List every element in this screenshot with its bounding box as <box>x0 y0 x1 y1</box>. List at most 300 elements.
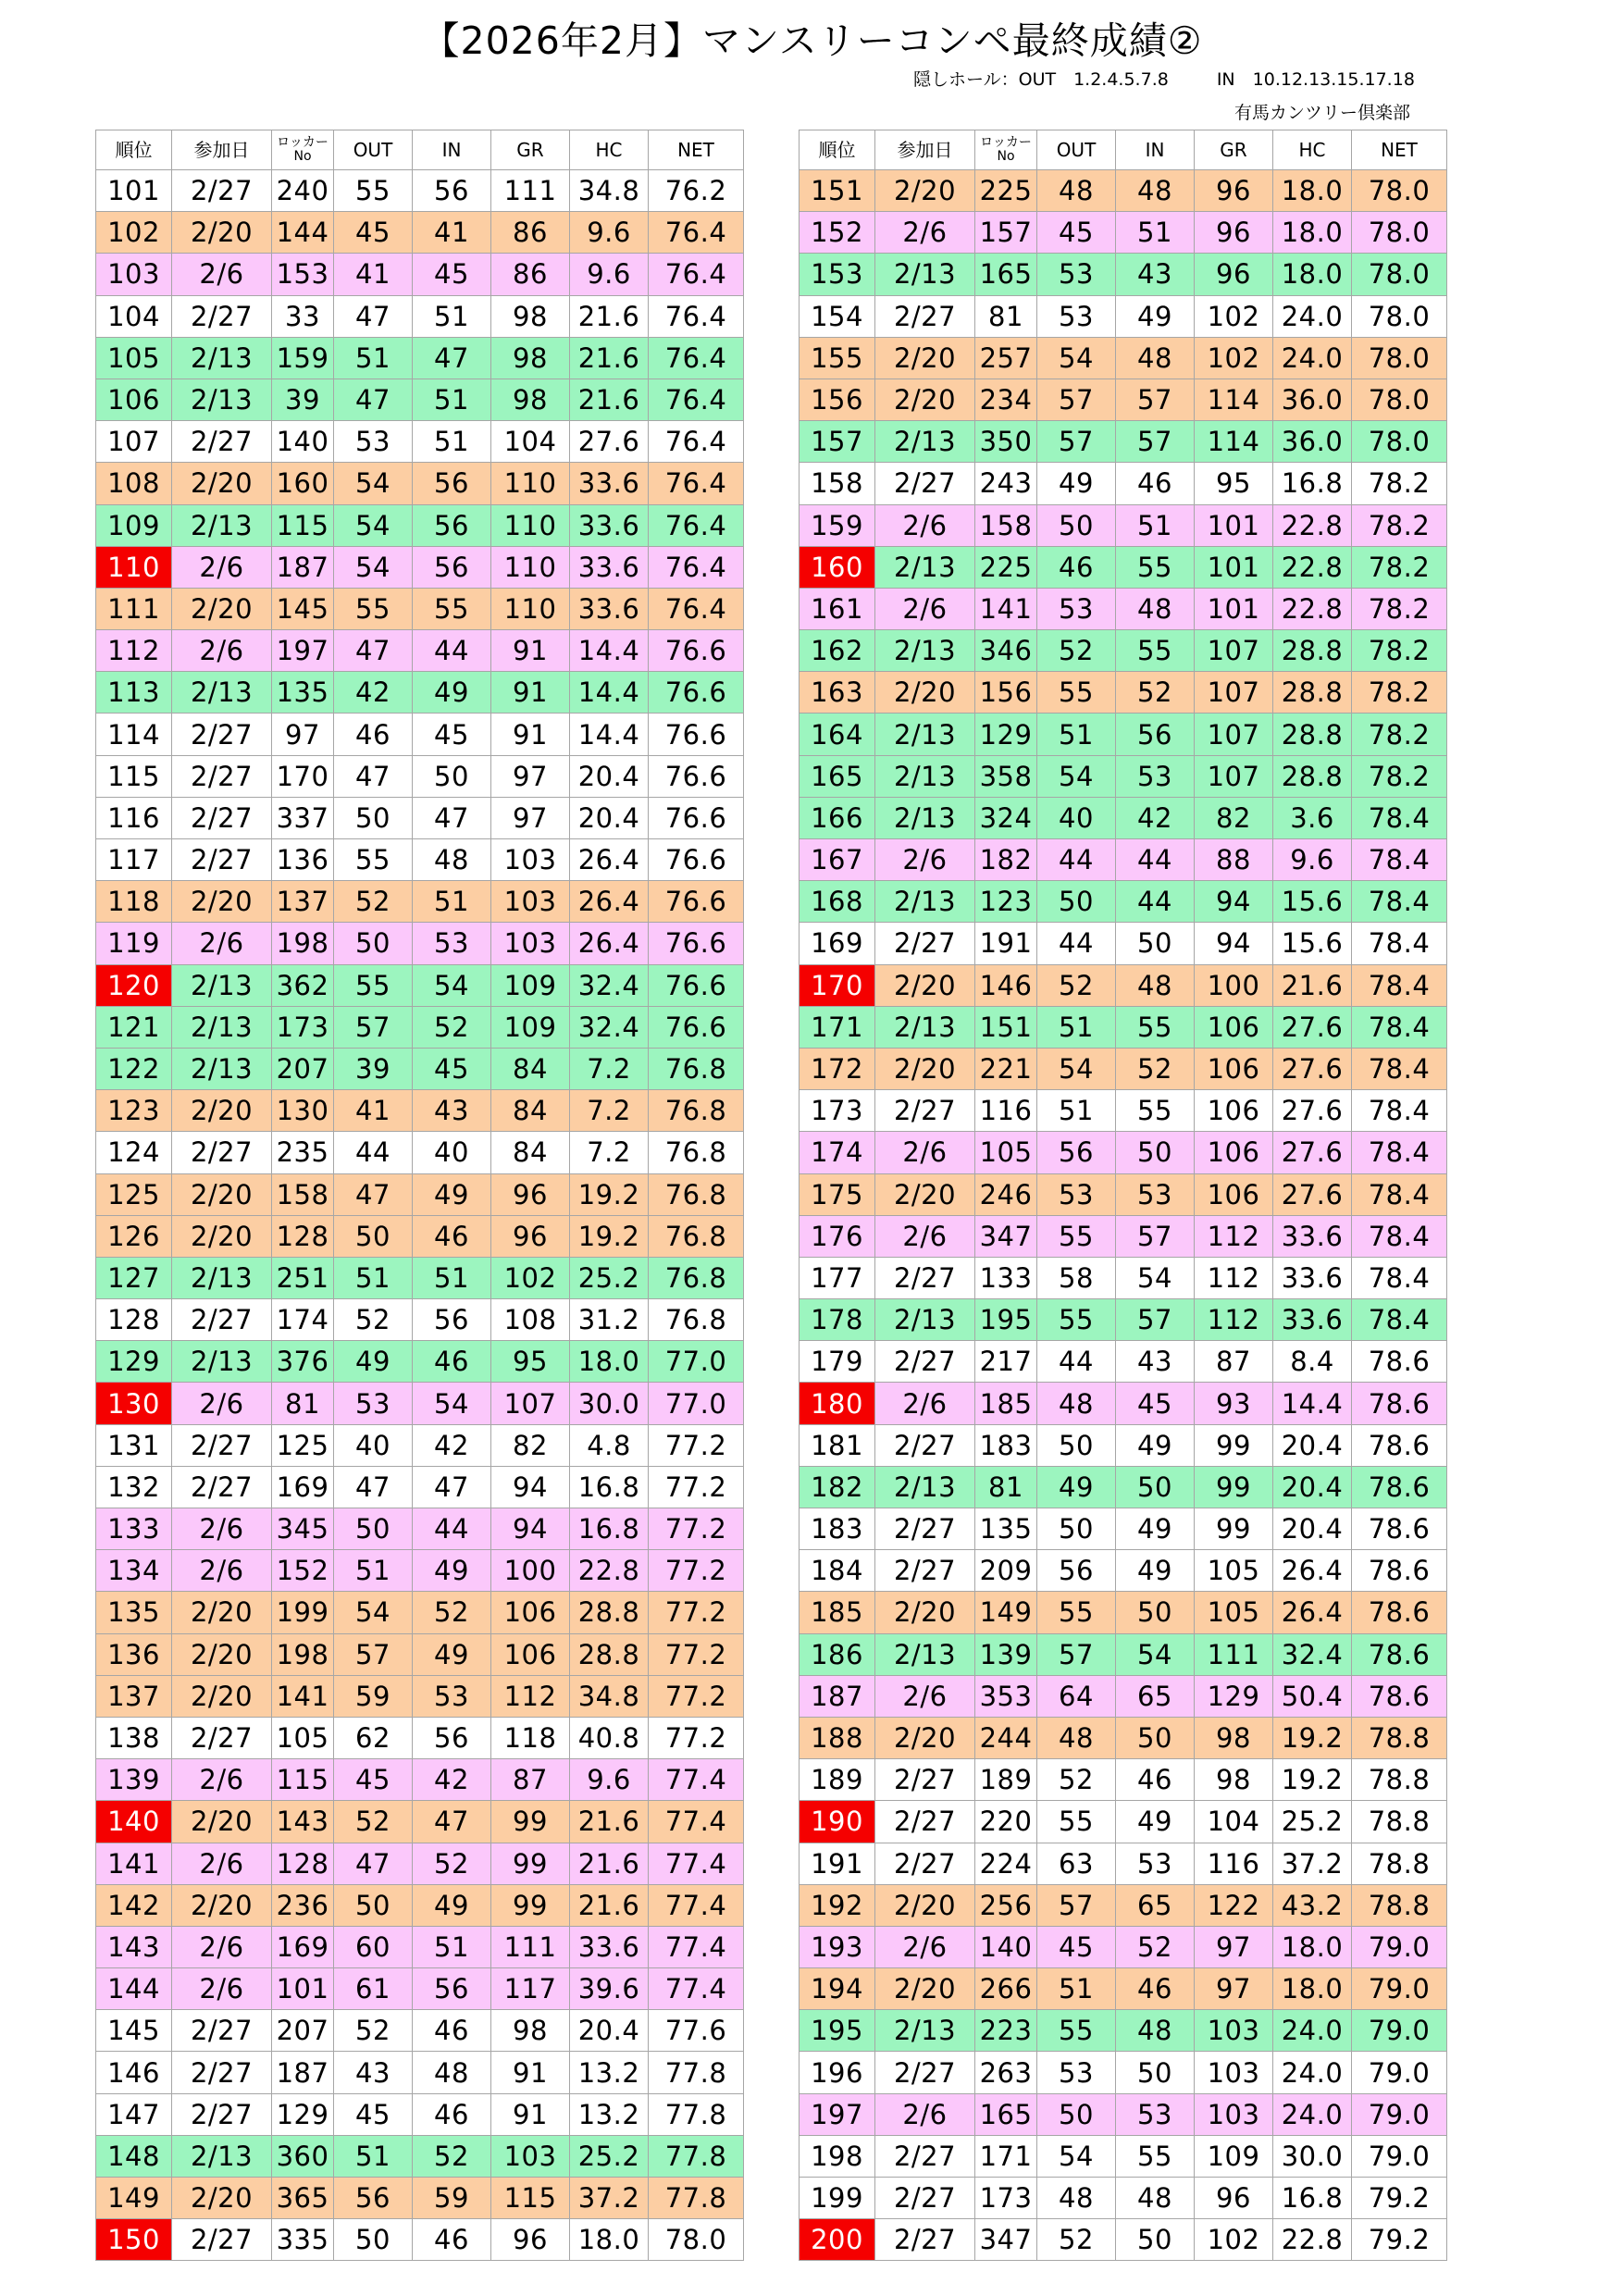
hc-cell: 26.4 <box>570 881 649 923</box>
date-cell: 2/20 <box>172 463 272 504</box>
in-cell: 53 <box>1116 2093 1195 2135</box>
date-cell: 2/13 <box>172 964 272 1006</box>
net-cell: 76.8 <box>649 1090 744 1132</box>
table-row <box>96 881 744 923</box>
date-cell: 2/13 <box>875 755 975 797</box>
in-cell: 53 <box>1116 1843 1195 1884</box>
locker-cell: 197 <box>272 630 334 672</box>
rank-cell: 112 <box>96 630 172 672</box>
net-cell: 79.0 <box>1352 2093 1447 2135</box>
table-row <box>96 2178 744 2219</box>
gr-cell: 98 <box>491 337 570 379</box>
in-cell: 45 <box>413 254 491 295</box>
rank-cell: 116 <box>96 797 172 838</box>
in-cell: 48 <box>1116 588 1195 629</box>
in-cell: 46 <box>413 2093 491 2135</box>
date-cell: 2/20 <box>172 2178 272 2219</box>
locker-cell: 234 <box>975 379 1037 420</box>
locker-cell: 240 <box>272 170 334 212</box>
locker-cell: 191 <box>975 923 1037 964</box>
gr-cell: 99 <box>1195 1466 1273 1508</box>
net-cell: 76.4 <box>649 379 744 420</box>
date-cell: 2/27 <box>875 295 975 337</box>
table-row <box>96 2010 744 2052</box>
net-cell: 76.4 <box>649 463 744 504</box>
hc-cell: 20.4 <box>570 797 649 838</box>
header-locker <box>975 130 1037 170</box>
in-cell: 41 <box>413 212 491 254</box>
table-row <box>96 1173 744 1215</box>
out-cell: 55 <box>1037 1592 1116 1633</box>
out-cell: 52 <box>1037 1759 1116 1801</box>
in-cell: 51 <box>413 1257 491 1298</box>
table-row <box>96 923 744 964</box>
net-cell: 76.8 <box>649 1215 744 1257</box>
in-cell: 50 <box>1116 923 1195 964</box>
gr-cell: 116 <box>1195 1843 1273 1884</box>
hc-cell: 33.6 <box>1273 1215 1352 1257</box>
gr-cell: 96 <box>491 2219 570 2261</box>
rank-cell: 121 <box>96 1006 172 1048</box>
table-row <box>800 1633 1447 1675</box>
net-cell: 78.0 <box>1352 295 1447 337</box>
net-cell: 77.0 <box>649 1383 744 1424</box>
net-cell: 76.4 <box>649 337 744 379</box>
net-cell: 78.6 <box>1352 1633 1447 1675</box>
header-in: IN <box>413 130 491 170</box>
hc-cell: 14.4 <box>570 672 649 714</box>
net-cell: 78.4 <box>1352 839 1447 881</box>
net-cell: 78.4 <box>1352 1090 1447 1132</box>
locker-cell: 151 <box>975 1006 1037 1048</box>
hc-cell: 37.2 <box>1273 1843 1352 1884</box>
net-cell: 76.6 <box>649 964 744 1006</box>
header-locker-top: ロッカー <box>277 135 329 151</box>
locker-cell: 220 <box>975 1801 1037 1843</box>
locker-cell: 157 <box>975 212 1037 254</box>
in-cell: 44 <box>1116 839 1195 881</box>
rank-cell: 118 <box>96 881 172 923</box>
out-cell: 43 <box>334 2052 413 2093</box>
out-cell: 47 <box>334 1466 413 1508</box>
out-cell: 45 <box>334 212 413 254</box>
in-cell: 57 <box>1116 1299 1195 1341</box>
gr-cell: 102 <box>1195 2219 1273 2261</box>
date-cell: 2/13 <box>875 881 975 923</box>
header-date: 参加日 <box>172 130 272 170</box>
rank-cell: 107 <box>96 421 172 463</box>
hc-cell: 28.8 <box>1273 672 1352 714</box>
hc-cell: 16.8 <box>1273 463 1352 504</box>
net-cell: 78.4 <box>1352 1132 1447 1173</box>
in-cell: 46 <box>1116 1759 1195 1801</box>
date-cell: 2/27 <box>875 1257 975 1298</box>
rank-cell: 164 <box>800 714 875 755</box>
out-cell: 53 <box>1037 588 1116 629</box>
net-cell: 78.4 <box>1352 923 1447 964</box>
out-cell: 55 <box>334 964 413 1006</box>
date-cell: 2/20 <box>172 1592 272 1633</box>
gr-cell: 94 <box>491 1508 570 1550</box>
gr-cell: 112 <box>1195 1257 1273 1298</box>
hc-cell: 7.2 <box>570 1132 649 1173</box>
hc-cell: 24.0 <box>1273 2093 1352 2135</box>
out-cell: 45 <box>1037 212 1116 254</box>
rank-cell: 155 <box>800 337 875 379</box>
gr-cell: 94 <box>491 1466 570 1508</box>
rank-cell: 195 <box>800 2010 875 2052</box>
gr-cell: 101 <box>1195 504 1273 546</box>
locker-cell: 145 <box>272 588 334 629</box>
hc-cell: 25.2 <box>570 1257 649 1298</box>
table-row <box>800 1968 1447 2010</box>
rank-cell: 144 <box>96 1968 172 2010</box>
out-cell: 51 <box>1037 1090 1116 1132</box>
locker-cell: 198 <box>272 1633 334 1675</box>
gr-cell: 109 <box>491 964 570 1006</box>
gr-cell: 107 <box>491 1383 570 1424</box>
net-cell: 76.6 <box>649 881 744 923</box>
rank-cell: 143 <box>96 1926 172 1967</box>
header-out: OUT <box>334 130 413 170</box>
out-cell: 60 <box>334 1926 413 1967</box>
net-cell: 77.2 <box>649 1675 744 1717</box>
table-row <box>800 1508 1447 1550</box>
date-cell: 2/13 <box>172 504 272 546</box>
gr-cell: 103 <box>1195 2052 1273 2093</box>
date-cell: 2/6 <box>875 1926 975 1967</box>
out-cell: 48 <box>1037 2178 1116 2219</box>
table-row <box>96 1633 744 1675</box>
date-cell: 2/27 <box>875 1843 975 1884</box>
hc-cell: 36.0 <box>1273 421 1352 463</box>
header-hc: HC <box>1273 130 1352 170</box>
net-cell: 78.4 <box>1352 1215 1447 1257</box>
out-cell: 56 <box>334 2178 413 2219</box>
gr-cell: 101 <box>1195 546 1273 588</box>
table-row <box>800 1675 1447 1717</box>
date-cell: 2/27 <box>172 1132 272 1173</box>
date-cell: 2/6 <box>172 923 272 964</box>
net-cell: 78.0 <box>1352 421 1447 463</box>
hc-cell: 18.0 <box>1273 254 1352 295</box>
locker-cell: 224 <box>975 1843 1037 1884</box>
hc-cell: 22.8 <box>570 1550 649 1592</box>
net-cell: 78.4 <box>1352 1257 1447 1298</box>
out-cell: 51 <box>334 2135 413 2177</box>
out-cell: 58 <box>1037 1257 1116 1298</box>
hc-cell: 18.0 <box>1273 170 1352 212</box>
gr-cell: 98 <box>491 295 570 337</box>
rank-cell: 103 <box>96 254 172 295</box>
out-cell: 48 <box>1037 1383 1116 1424</box>
gr-cell: 86 <box>491 254 570 295</box>
out-cell: 52 <box>1037 2219 1116 2261</box>
locker-cell: 81 <box>975 295 1037 337</box>
date-cell: 2/13 <box>172 337 272 379</box>
out-cell: 53 <box>1037 295 1116 337</box>
in-cell: 48 <box>1116 2010 1195 2052</box>
rank-cell: 147 <box>96 2093 172 2135</box>
date-cell: 2/6 <box>875 1675 975 1717</box>
out-cell: 59 <box>334 1675 413 1717</box>
in-cell: 49 <box>1116 1424 1195 1466</box>
hc-cell: 20.4 <box>1273 1466 1352 1508</box>
out-cell: 40 <box>1037 797 1116 838</box>
in-cell: 52 <box>413 2135 491 2177</box>
results-table-right <box>799 130 1447 2261</box>
rank-cell: 179 <box>800 1341 875 1383</box>
header-rank: 順位 <box>800 130 875 170</box>
rank-cell: 130 <box>96 1383 172 1424</box>
in-cell: 46 <box>413 2219 491 2261</box>
table-row <box>800 1257 1447 1298</box>
out-cell: 52 <box>334 1801 413 1843</box>
locker-cell: 123 <box>975 881 1037 923</box>
in-cell: 50 <box>1116 2052 1195 2093</box>
out-cell: 47 <box>334 379 413 420</box>
date-cell: 2/13 <box>875 421 975 463</box>
locker-cell: 251 <box>272 1257 334 1298</box>
date-cell: 2/20 <box>875 1717 975 1758</box>
net-cell: 78.2 <box>1352 630 1447 672</box>
date-cell: 2/27 <box>875 2219 975 2261</box>
hc-cell: 43.2 <box>1273 1884 1352 1926</box>
locker-cell: 337 <box>272 797 334 838</box>
in-cell: 56 <box>413 504 491 546</box>
locker-cell: 347 <box>975 2219 1037 2261</box>
out-cell: 49 <box>1037 1466 1116 1508</box>
date-cell: 2/6 <box>172 1843 272 1884</box>
table-row <box>96 1801 744 1843</box>
rank-cell: 188 <box>800 1717 875 1758</box>
out-cell: 57 <box>334 1006 413 1048</box>
rank-cell: 156 <box>800 379 875 420</box>
hc-cell: 27.6 <box>1273 1090 1352 1132</box>
gr-cell: 107 <box>1195 672 1273 714</box>
out-cell: 57 <box>1037 1884 1116 1926</box>
gr-cell: 91 <box>491 672 570 714</box>
rank-cell: 119 <box>96 923 172 964</box>
date-cell: 2/6 <box>172 1759 272 1801</box>
table-row <box>96 1759 744 1801</box>
hc-cell: 33.6 <box>570 1926 649 1967</box>
rank-cell: 113 <box>96 672 172 714</box>
out-cell: 55 <box>1037 1299 1116 1341</box>
out-cell: 55 <box>334 170 413 212</box>
gr-cell: 87 <box>1195 1341 1273 1383</box>
date-cell: 2/6 <box>172 1383 272 1424</box>
in-cell: 49 <box>1116 1550 1195 1592</box>
date-cell: 2/27 <box>172 2093 272 2135</box>
out-cell: 53 <box>334 1383 413 1424</box>
hc-cell: 20.4 <box>570 2010 649 2052</box>
gr-cell: 112 <box>491 1675 570 1717</box>
date-cell: 2/20 <box>875 379 975 420</box>
out-cell: 45 <box>1037 1926 1116 1967</box>
locker-cell: 137 <box>272 881 334 923</box>
date-cell: 2/20 <box>172 588 272 629</box>
out-cell: 47 <box>334 755 413 797</box>
locker-cell: 128 <box>272 1215 334 1257</box>
table-row <box>800 379 1447 420</box>
in-cell: 57 <box>1116 421 1195 463</box>
out-cell: 51 <box>334 1550 413 1592</box>
locker-cell: 246 <box>975 1173 1037 1215</box>
net-cell: 77.8 <box>649 2093 744 2135</box>
table-row <box>96 421 744 463</box>
hc-cell: 18.0 <box>1273 212 1352 254</box>
locker-cell: 140 <box>975 1926 1037 1967</box>
net-cell: 77.2 <box>649 1717 744 1758</box>
out-cell: 54 <box>1037 755 1116 797</box>
locker-cell: 135 <box>272 672 334 714</box>
hidden-holes-in: IN 10.12.13.15.17.18 <box>1216 69 1415 90</box>
locker-cell: 358 <box>975 755 1037 797</box>
net-cell: 79.0 <box>1352 2135 1447 2177</box>
hc-cell: 26.4 <box>570 923 649 964</box>
hc-cell: 32.4 <box>1273 1633 1352 1675</box>
hc-cell: 19.2 <box>1273 1759 1352 1801</box>
out-cell: 51 <box>334 1257 413 1298</box>
hc-cell: 18.0 <box>1273 1968 1352 2010</box>
out-cell: 55 <box>1037 1215 1116 1257</box>
rank-cell: 138 <box>96 1717 172 1758</box>
hc-cell: 27.6 <box>1273 1173 1352 1215</box>
table-row <box>800 964 1447 1006</box>
hc-cell: 26.4 <box>1273 1592 1352 1633</box>
table-row <box>96 170 744 212</box>
locker-cell: 136 <box>272 839 334 881</box>
rank-cell: 191 <box>800 1843 875 1884</box>
date-cell: 2/6 <box>875 1215 975 1257</box>
in-cell: 43 <box>1116 1341 1195 1383</box>
header-locker <box>272 130 334 170</box>
hc-cell: 7.2 <box>570 1048 649 1089</box>
net-cell: 78.8 <box>1352 1884 1447 1926</box>
in-cell: 54 <box>1116 1633 1195 1675</box>
out-cell: 44 <box>1037 923 1116 964</box>
gr-cell: 111 <box>491 1926 570 1967</box>
rank-cell: 178 <box>800 1299 875 1341</box>
rank-cell: 196 <box>800 2052 875 2093</box>
rank-cell: 122 <box>96 1048 172 1089</box>
locker-cell: 81 <box>975 1466 1037 1508</box>
table-row <box>800 839 1447 881</box>
in-cell: 50 <box>1116 1592 1195 1633</box>
table-row <box>96 337 744 379</box>
results-body-left <box>96 170 744 2261</box>
table-row <box>96 254 744 295</box>
hc-cell: 27.6 <box>1273 1048 1352 1089</box>
out-cell: 51 <box>1037 1006 1116 1048</box>
date-cell: 2/20 <box>172 1173 272 1215</box>
hc-cell: 24.0 <box>1273 337 1352 379</box>
in-cell: 49 <box>413 1633 491 1675</box>
net-cell: 76.6 <box>649 839 744 881</box>
out-cell: 39 <box>334 1048 413 1089</box>
gr-cell: 108 <box>491 1299 570 1341</box>
gr-cell: 95 <box>491 1341 570 1383</box>
rank-cell: 131 <box>96 1424 172 1466</box>
out-cell: 50 <box>334 797 413 838</box>
locker-cell: 105 <box>975 1132 1037 1173</box>
table-row <box>800 2010 1447 2052</box>
rank-cell: 158 <box>800 463 875 504</box>
net-cell: 78.6 <box>1352 1466 1447 1508</box>
hc-cell: 21.6 <box>1273 964 1352 1006</box>
locker-cell: 243 <box>975 463 1037 504</box>
rank-cell: 175 <box>800 1173 875 1215</box>
out-cell: 49 <box>334 1341 413 1383</box>
rank-cell: 129 <box>96 1341 172 1383</box>
rank-cell: 152 <box>800 212 875 254</box>
gr-cell: 114 <box>1195 379 1273 420</box>
locker-cell: 146 <box>975 964 1037 1006</box>
in-cell: 48 <box>1116 2178 1195 2219</box>
net-cell: 79.2 <box>1352 2219 1447 2261</box>
gr-cell: 107 <box>1195 630 1273 672</box>
locker-cell: 130 <box>272 1090 334 1132</box>
gr-cell: 106 <box>1195 1090 1273 1132</box>
hc-cell: 25.2 <box>1273 1801 1352 1843</box>
date-cell: 2/27 <box>172 1299 272 1341</box>
header-date: 参加日 <box>875 130 975 170</box>
in-cell: 50 <box>1116 2219 1195 2261</box>
out-cell: 51 <box>1037 1968 1116 2010</box>
date-cell: 2/20 <box>875 1968 975 2010</box>
net-cell: 76.6 <box>649 630 744 672</box>
in-cell: 40 <box>413 1132 491 1173</box>
gr-cell: 96 <box>491 1173 570 1215</box>
net-cell: 77.2 <box>649 1550 744 1592</box>
locker-cell: 360 <box>272 2135 334 2177</box>
out-cell: 48 <box>1037 1717 1116 1758</box>
gr-cell: 99 <box>491 1884 570 1926</box>
hc-cell: 19.2 <box>570 1215 649 1257</box>
in-cell: 52 <box>413 1592 491 1633</box>
date-cell: 2/27 <box>172 2010 272 2052</box>
gr-cell: 122 <box>1195 1884 1273 1926</box>
gr-cell: 82 <box>1195 797 1273 838</box>
table-row <box>800 1466 1447 1508</box>
locker-cell: 225 <box>975 546 1037 588</box>
out-cell: 54 <box>334 463 413 504</box>
date-cell: 2/27 <box>875 1550 975 1592</box>
hc-cell: 7.2 <box>570 1090 649 1132</box>
net-cell: 78.0 <box>1352 212 1447 254</box>
net-cell: 78.4 <box>1352 1299 1447 1341</box>
table-row <box>96 1299 744 1341</box>
table-row <box>800 2093 1447 2135</box>
out-cell: 45 <box>334 2093 413 2135</box>
date-cell: 2/13 <box>875 546 975 588</box>
locker-cell: 195 <box>975 1299 1037 1341</box>
gr-cell: 107 <box>1195 755 1273 797</box>
table-header-row <box>800 130 1447 170</box>
out-cell: 56 <box>1037 1132 1116 1173</box>
out-cell: 64 <box>1037 1675 1116 1717</box>
locker-cell: 171 <box>975 2135 1037 2177</box>
locker-cell: 158 <box>272 1173 334 1215</box>
gr-cell: 82 <box>491 1424 570 1466</box>
locker-cell: 115 <box>272 504 334 546</box>
in-cell: 53 <box>413 923 491 964</box>
locker-cell: 187 <box>272 546 334 588</box>
date-cell: 2/27 <box>172 755 272 797</box>
gr-cell: 93 <box>1195 1383 1273 1424</box>
rank-cell: 159 <box>800 504 875 546</box>
